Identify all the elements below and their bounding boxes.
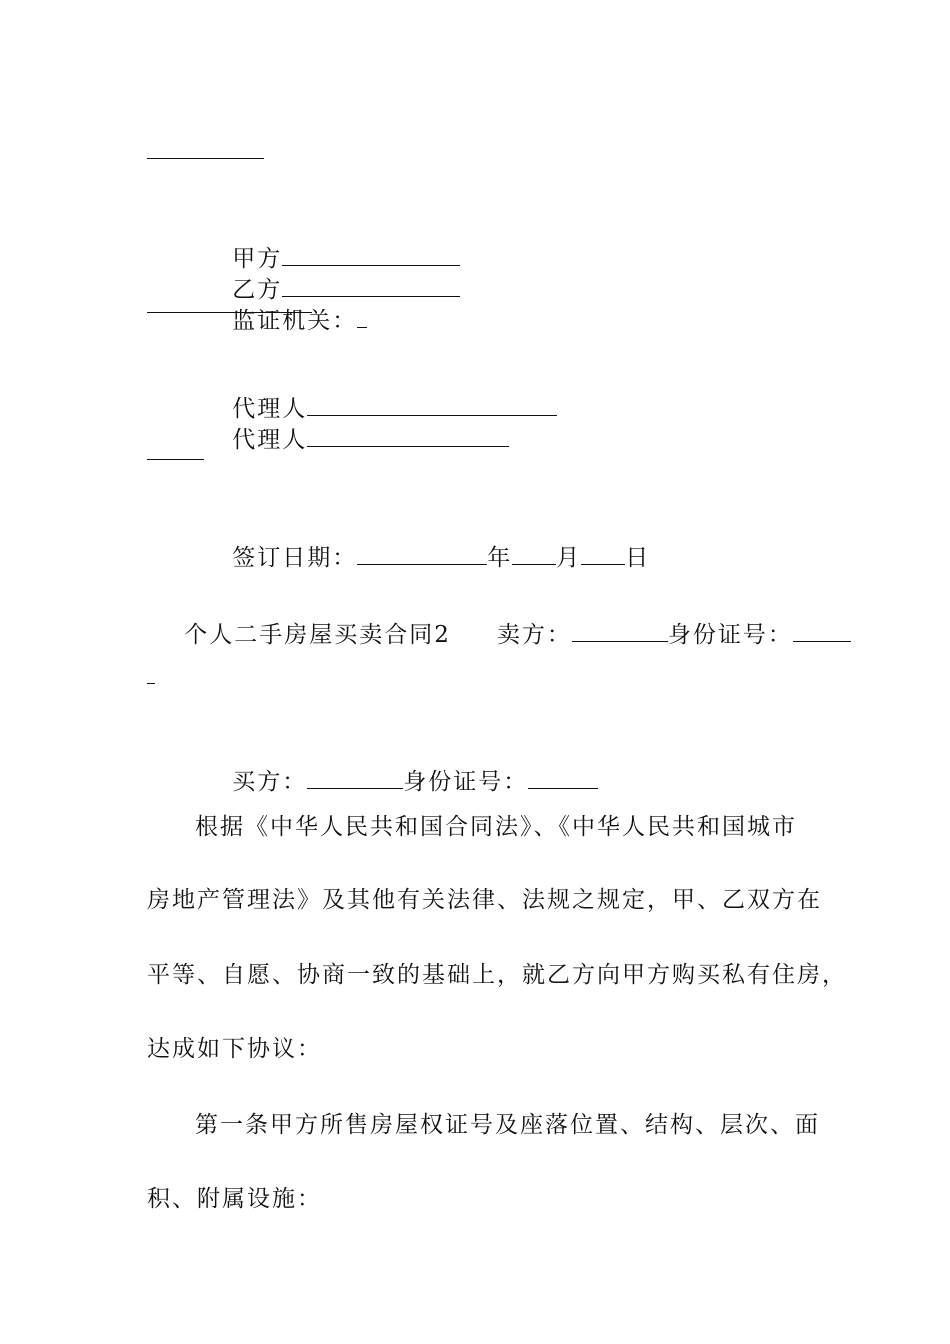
sign-date-line: [195, 512, 875, 571]
day-label: 日: [625, 545, 651, 571]
paragraph-line: 根据《中华人民共和国合同法》、《中华人民共和国城市: [195, 814, 797, 840]
buyer-label: 买方：: [232, 769, 308, 795]
contract2-title-line: [147, 589, 827, 648]
seller-id-blank-continued: [147, 683, 155, 684]
agent-b-blank: [307, 424, 509, 447]
month-blank: [512, 542, 556, 565]
paragraph-line: 平等、自愿、协商一致的基础上，就乙方向甲方购买私有住房，: [147, 962, 847, 988]
buyer-blank: [307, 766, 403, 789]
article-line: 积、附属设施：: [147, 1186, 322, 1212]
agent-a-label: 代理人: [232, 396, 308, 422]
agent-a-blank: [307, 393, 557, 416]
agent-b-label: 代理人: [232, 427, 308, 453]
buyer-id-blank: [528, 766, 598, 789]
seller-blank: [572, 619, 668, 642]
authority-blank-continued: [147, 312, 312, 313]
day-blank: [581, 542, 625, 565]
contract2-title: 个人二手房屋买卖合同2: [184, 622, 451, 648]
buyer-id-label: 身份证号：: [403, 769, 529, 795]
agents-line: [195, 363, 875, 453]
paragraph-line: 房地产管理法》及其他有关法律、法规之规定，甲、乙双方在: [147, 887, 822, 913]
seller-id-label: 身份证号：: [667, 622, 793, 648]
authority-label: 监证机关：: [232, 308, 358, 334]
year-blank: [357, 542, 487, 565]
party-a-label: 甲方: [232, 246, 283, 272]
buyer-line: [195, 736, 875, 795]
paragraph-line: 达成如下协议：: [147, 1036, 322, 1062]
party-a-blank: [282, 243, 460, 266]
date-label: 签订日期：: [232, 545, 358, 571]
authority-blank: [357, 305, 367, 328]
fill-blank: [147, 158, 264, 159]
article-line: 第一条甲方所售房屋权证号及座落位置、结构、层次、面: [195, 1112, 820, 1138]
signature-parties-line: [195, 213, 875, 334]
seller-label: 卖方：: [496, 622, 572, 648]
year-label: 年: [487, 545, 513, 571]
party-b-blank: [282, 274, 460, 297]
month-label: 月: [556, 545, 582, 571]
party-b-label: 乙方: [232, 277, 283, 303]
agent-b-blank-continued: [147, 459, 204, 460]
seller-id-blank: [793, 619, 851, 642]
